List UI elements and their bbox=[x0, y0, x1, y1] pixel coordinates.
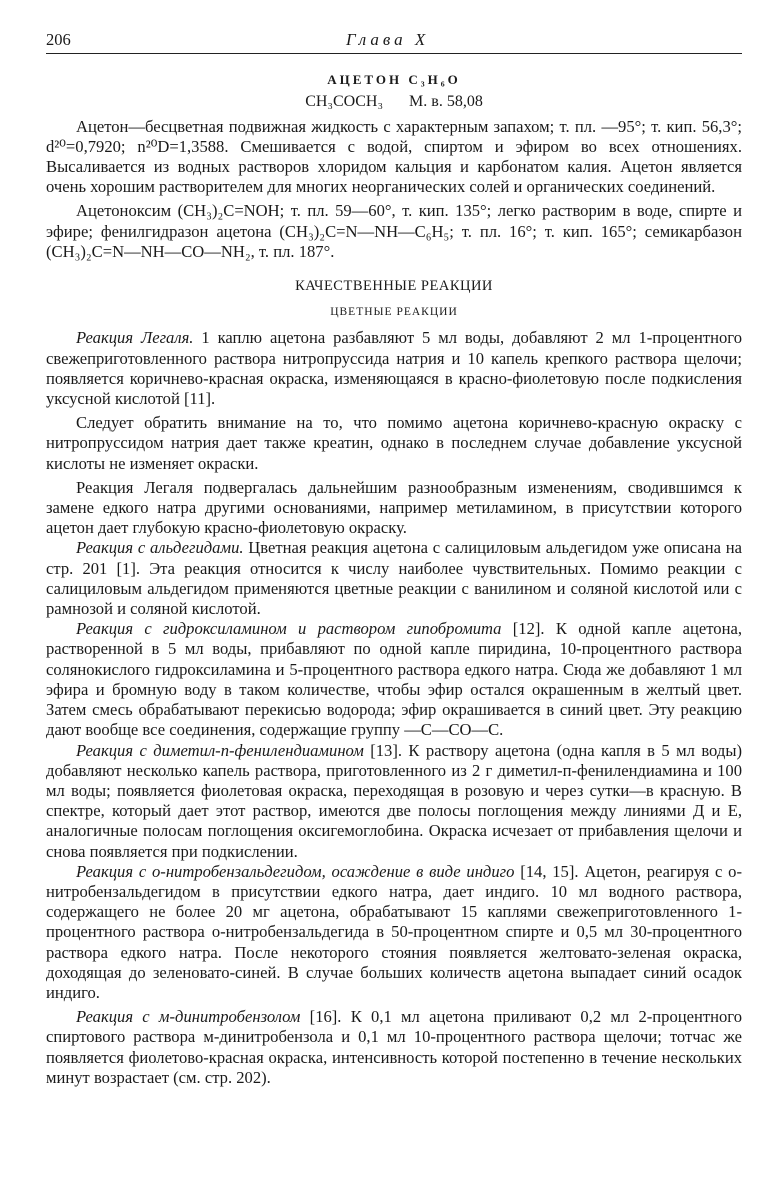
creatine-note-paragraph: Следует обратить внимание на то, что помимо ацетона коричнево-красную окраску с нитропруссидом натрия дает также креатин, однако в последнем случае добавление уксусной кислоты не изменяет окраски. bbox=[46, 413, 742, 473]
legal-reaction-text: 1 каплю ацетона разбавляют 5 мл воды, добавляют 2 мл 1-процентного свежеприготовленного раствора нитропруссида натрия и 10 капель крепкого раствора щелочи; появляется коричнево-красная окраска, изменяющаяся в красно-фиолетовую после подкисления уксусной кислотой [11]. bbox=[46, 328, 742, 409]
description-paragraph: Ацетон—бесцветная подвижная жидкость с характерным запахом; т. пл. —95°; т. кип. 56,3°; d²⁰=0,7920; n²⁰D=1,3588. Смешивается с водой, спиртом и эфиром во всех отношениях. Высаливается из водных растворов хлоридом кальция и карбонатом калия. Ацетон является очень хорошим растворителем для многих неорганических солей и органических соединений. bbox=[46, 116, 742, 197]
page-number: 206 bbox=[46, 30, 71, 49]
dimethyl-reaction-text: [13]. К раствору ацетона (одна капля в 5 мл воды) добавляют несколько капель раствора, приготовленного из 2 г диметил-п-фенилендиамина и 100 мл воды; появляется фиолетовая окраска, переходящая в розовую и через сутки—в красную. В спектре, который дает этот раствор, имеются две полосы поглощения между линиями Д и E, аналогичные полосам поглощения оксигемоглобина. Окраска исчезает от прибавления щелочи и снова появляется при подкислении. bbox=[46, 740, 742, 861]
subsection-title: ЦВЕТНЫЕ РЕАКЦИИ bbox=[330, 306, 458, 319]
aldehyde-reaction-paragraph bbox=[46, 538, 742, 619]
aldehyde-reaction-text: Цветная реакция ацетона с салициловым альдегидом уже описана на стр. 201 [1]. Эта реакция относится к числу наиболее чувствительных. Помимо реакции с салициловым альдегидом применяются цветные реакции с ванилином и соляной кислотой или с рамнозой и соляной кислотой. bbox=[46, 538, 742, 619]
dimethyl-reaction-paragraph bbox=[46, 741, 742, 862]
nitrobenzaldehyde-reaction-text: [14, 15]. Ацетон, реагируя с о-нитробензальдегидом в присутствии едкого натра, дает индиго. 10 мл водного раствора, содержащего не более 20 мг ацетона, обрабатывают 15 каплями свежеприготовленного 1-процентного раствора о-нитробензальдегида в 50-процентном спирте и 0,5 мл 30-процентного раствора едкого натра. После некоторого стояния появляется желтовато-зеленая окраска, доходящая до зеленовато-синей. В случае больших количеств ацетона выпадает синий осадок индиго. bbox=[46, 861, 742, 1002]
nitrobenzaldehyde-reaction-paragraph bbox=[46, 862, 742, 1003]
running-title: Глава X bbox=[346, 30, 430, 49]
formula-line bbox=[46, 92, 742, 112]
dinitrobenzene-reaction-paragraph bbox=[46, 1007, 742, 1088]
aldehyde-reaction-title: Реакция с альдегидами. bbox=[76, 538, 244, 558]
nitrobenzaldehyde-reaction-title: Реакция с о-нитробензальдегидом, осаждение в виде индиго bbox=[76, 861, 515, 881]
hydroxylamine-reaction-paragraph bbox=[46, 619, 742, 740]
hydroxylamine-reaction-text: [12]. К одной капле ацетона, растворенной в 5 мл воды, прибавляют по одной капле пиридина, 10-процентного раствора солянокислого гидроксиламина и 5-процентного раствора едкого натра. Сюда же добавляют 1 мл эфира и бромную воду в таком количестве, чтобы эфир остался окрашенным в желтый цвет. Затем смесь обрабатывают перекисью водорода; эфир окрашивается в синий цвет. Эту реакцию дают вообще все соединения, содержащие группу —C—CO—C. bbox=[46, 619, 742, 740]
page-header bbox=[46, 30, 742, 54]
dimethyl-reaction-title: Реакция с диметил-п-фенилендиамином bbox=[76, 740, 364, 760]
section-title: КАЧЕСТВЕННЫЕ РЕАКЦИИ bbox=[295, 278, 493, 295]
dinitrobenzene-reaction-title: Реакция с м-динитробензолом bbox=[76, 1007, 301, 1027]
compound-formula: CH₃COCH₃ bbox=[305, 93, 384, 111]
molecular-weight: М. в. 58,08 bbox=[409, 93, 483, 111]
legal-modification-paragraph: Реакция Легаля подвергалась дальнейшим разнообразным изменениям, сводившимся к замене едкого натра другими основаниями, например метиламином, в присутствии которого ацетон дает глубокую красно-фиолетовую окраску. bbox=[46, 477, 742, 538]
legal-reaction-title: Реакция Легаля. bbox=[76, 328, 194, 348]
hydroxylamine-reaction-title: Реакция с гидроксиламином и раствором гипобромита bbox=[76, 619, 502, 639]
derivatives-paragraph: Ацетоноксим (CH₃)₂C=NOH; т. пл. 59—60°, т. кип. 135°; легко растворим в воде, спирте и эфире; фенилгидразон ацетона (CH₃)₂C=N—NH—C₆H₅; т. пл. 16°; т. кип. 165°; семикарбазон (CH₃)₂C=N—NH—CO—NH₂, т. пл. 187°. bbox=[46, 201, 742, 261]
legal-reaction-paragraph bbox=[46, 328, 742, 409]
dinitrobenzene-reaction-text: [16]. К 0,1 мл ацетона приливают 0,2 мл 2-процентного спиртового раствора м-динитробензола и 0,1 мл 10-процентного раствора щелочи; тотчас же появляется фиолетово-красная окраска, интенсивность которой постепенно в течение нескольких минут возрастает (см. стр. 202). bbox=[46, 1007, 742, 1087]
compound-title: АЦЕТОН C₃H₆O bbox=[327, 72, 461, 88]
